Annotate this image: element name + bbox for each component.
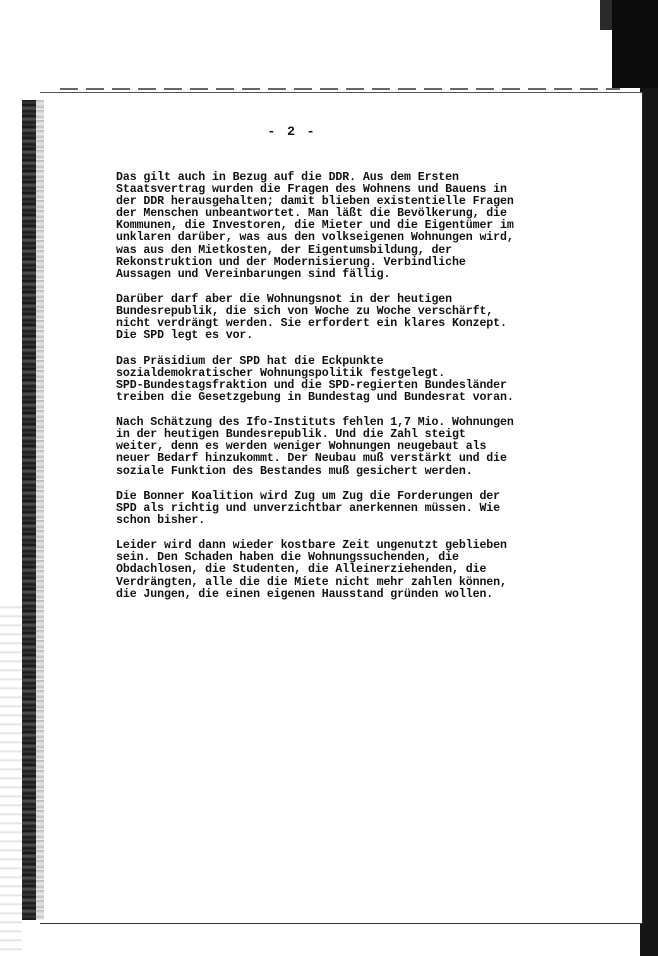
paragraph-2 (116, 294, 556, 342)
text-line: unklaren darüber, was aus den volkseigenen Wohnungen wird, (116, 231, 514, 245)
paragraph-1 (116, 172, 556, 281)
text-line: nicht verdrängt werden. Sie erfordert ein klares Konzept. (116, 317, 507, 331)
text-line: treiben die Gesetzgebung in Bundestag und Bundesrat voran. (116, 390, 514, 404)
paragraph-6 (116, 540, 556, 600)
text-line: Rekonstruktion und der Modernisierung. Verbindliche (116, 255, 466, 269)
text-line: Obdachlosen, die Studenten, die Alleinerziehenden, die (116, 563, 487, 577)
scan-border-top-right (612, 0, 658, 88)
text-line: die Jungen, die einen eigenen Hausstand gründen wollen. (116, 587, 494, 601)
paper-top-edge (60, 88, 620, 90)
document-body (116, 172, 556, 614)
paragraph-4 (116, 417, 556, 477)
page-number: - 2 - (267, 124, 317, 139)
text-line: sozialdemokratischer Wohnungspolitik festgelegt. (116, 366, 446, 380)
paragraph-5 (116, 491, 556, 527)
text-line: Leider wird dann wieder kostbare Zeit ungenutzt geblieben (116, 539, 507, 553)
scan-border-sliver (600, 0, 612, 30)
text-line: soziale Funktion des Bestandes muß gesichert werden. (116, 464, 473, 478)
text-line: in der heutigen Bundesrepublik. Und die Zahl steigt (116, 428, 466, 442)
text-line: der DDR herausgehalten; damit blieben existentielle Fragen (116, 195, 514, 209)
text-line: SPD-Bundestagsfraktion und die SPD-regierten Bundesländer (116, 378, 507, 392)
text-line: sein. Den Schaden haben die Wohnungssuchenden, die (116, 551, 459, 565)
text-line: Darüber darf aber die Wohnungsnot in der heutigen (116, 293, 453, 307)
text-line: Das Präsidium der SPD hat die Eckpunkte (116, 354, 384, 368)
text-line: Aussagen und Vereinbarungen sind fällig. (116, 267, 391, 281)
text-line: Nach Schätzung des Ifo-Instituts fehlen 1,7 Mio. Wohnungen (116, 416, 514, 430)
paragraph-3 (116, 356, 556, 404)
text-line: schon bisher. (116, 514, 206, 527)
scan-edge-shadow (36, 100, 44, 920)
text-line: Bundesrepublik, die sich von Woche zu Woche verschärft, (116, 305, 494, 319)
scan-noise-left (0, 600, 22, 956)
text-line: der Menschen unbeantwortet. Man läßt die Bevölkerung, die (116, 207, 507, 221)
text-line: Verdrängten, alle die die Miete nicht mehr zahlen können, (116, 575, 507, 589)
text-line: Das gilt auch in Bezug auf die DDR. Aus dem Ersten (116, 171, 459, 184)
text-line: neuer Bedarf hinzukommt. Der Neubau muß verstärkt und die (116, 452, 507, 466)
text-line: weiter, denn es werden weniger Wohnungen neugebaut als (116, 440, 487, 454)
text-line: was aus den Mietkosten, der Eigentumsbildung, der (116, 243, 453, 257)
text-line: Staatsvertrag wurden die Fragen des Wohnens und Bauens in (116, 183, 507, 197)
text-line: Kommunen, die Investoren, die Mieter und die Eigentümer im (116, 219, 514, 233)
text-line: Die SPD legt es vor. (116, 329, 254, 343)
text-line: Die Bonner Koalition wird Zug um Zug die Forderungen der (116, 489, 501, 503)
text-line: SPD als richtig und unverzichtbar anerkennen müssen. Wie (116, 501, 501, 515)
scan-border-left (22, 100, 36, 920)
